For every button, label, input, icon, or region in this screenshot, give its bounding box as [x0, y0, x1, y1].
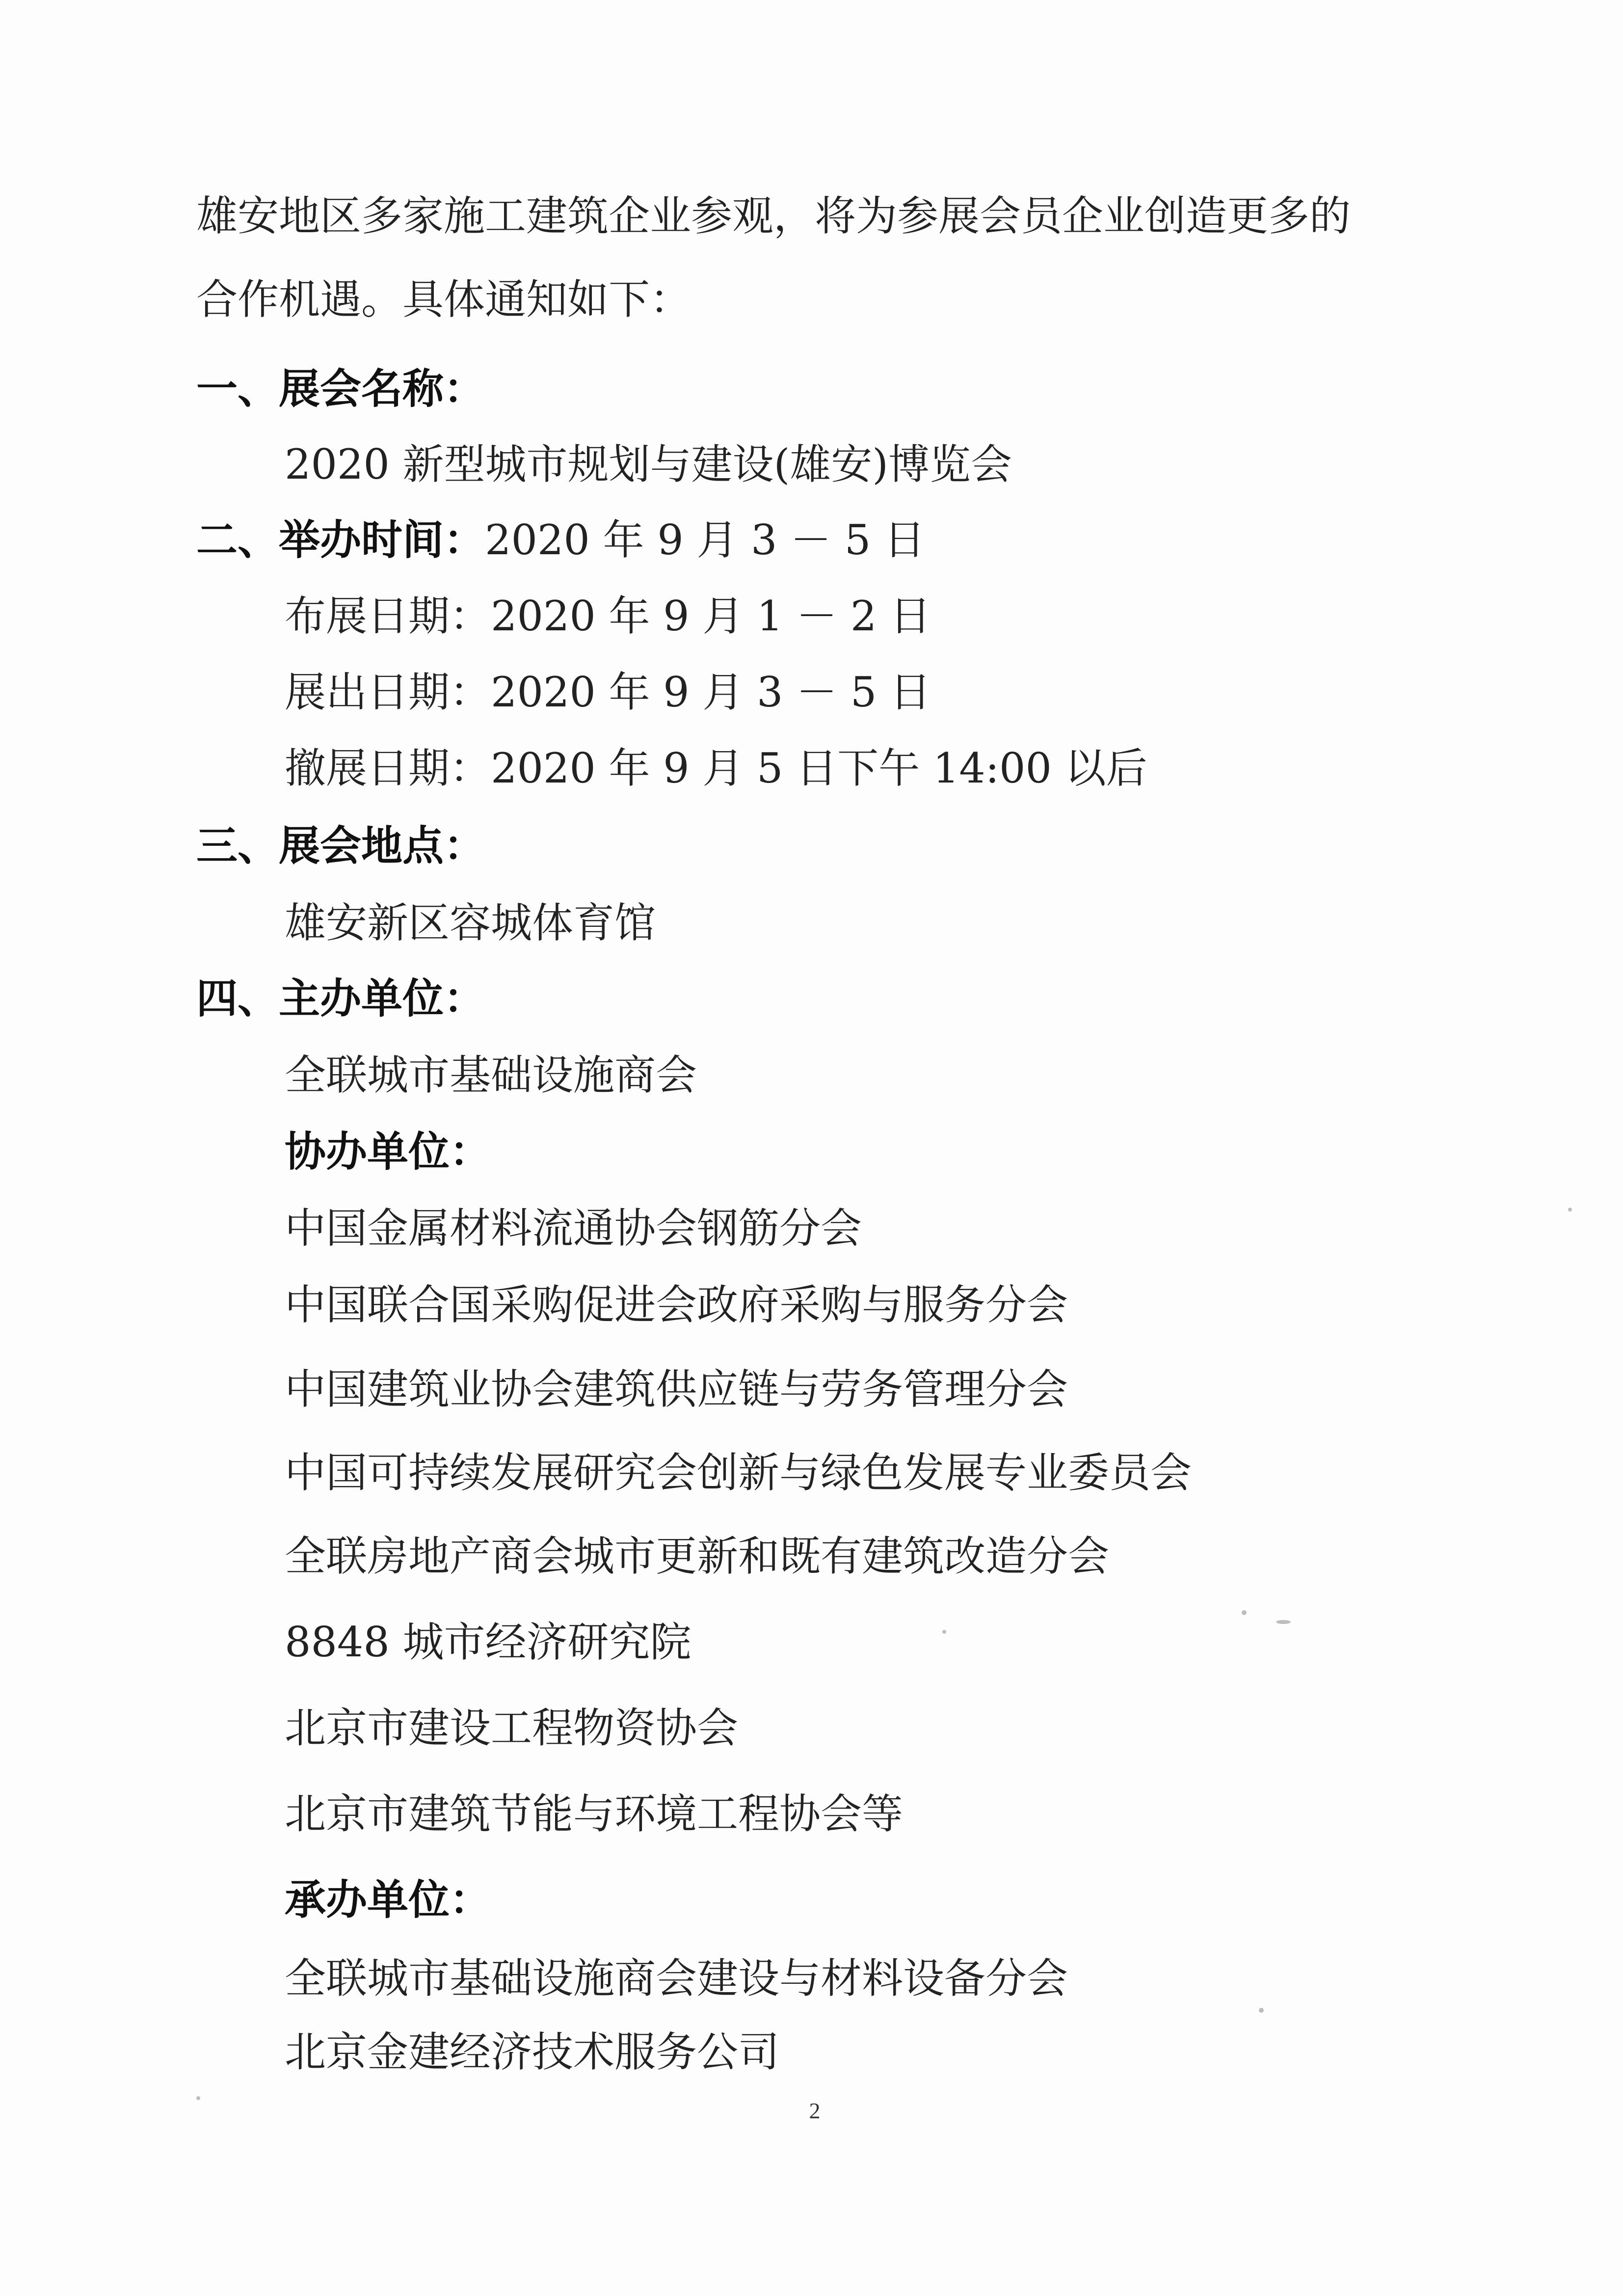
scan-speck	[1568, 1208, 1572, 1212]
section-4-heading: 四、主办单位：	[196, 974, 485, 1023]
co-organizer-item: 8848 城市经济研究院	[285, 1618, 692, 1666]
organizer-item: 北京金建经济技术服务公司	[285, 2028, 780, 2076]
section-1-heading: 一、展会名称：	[196, 365, 485, 413]
co-organizer-item: 北京市建设工程物资协会	[285, 1704, 739, 1752]
scan-speck	[1259, 2008, 1264, 2013]
organizer-item: 全联城市基础设施商会建设与材料设备分会	[285, 1954, 1068, 2002]
scan-speck	[942, 1630, 946, 1634]
organizers-heading: 承办单位：	[285, 1876, 491, 1924]
scan-speck	[1242, 1610, 1247, 1615]
co-organizer-item: 中国联合国采购促进会政府采购与服务分会	[285, 1281, 1068, 1329]
co-organizers-heading: 协办单位：	[285, 1128, 491, 1176]
venue: 雄安新区容城体育馆	[285, 899, 656, 947]
scan-speck	[1276, 1620, 1291, 1624]
section-2-row	[196, 515, 925, 565]
exhibition-name: 2020 新型城市规划与建设(雄安)博览会	[285, 440, 1012, 488]
intro-line-1: 雄安地区多家施工建筑企业参观，将为参展会员企业创造更多的	[196, 192, 1351, 240]
teardown-dates: 撤展日期：2020 年 9 月 5 日下午 14:00 以后	[285, 744, 1147, 792]
page-number: 2	[809, 2098, 821, 2123]
section-2-heading: 二、举办时间：	[196, 516, 485, 564]
intro-line-2: 合作机遇。具体通知如下：	[196, 275, 692, 324]
section-3-heading: 三、展会地点：	[196, 822, 485, 870]
setup-dates: 布展日期：2020 年 9 月 1 － 2 日	[285, 592, 931, 640]
exhibition-dates: 展出日期：2020 年 9 月 3 － 5 日	[285, 668, 931, 716]
host-organization: 全联城市基础设施商会	[285, 1051, 697, 1099]
co-organizer-item: 北京市建筑节能与环境工程协会等	[285, 1790, 904, 1838]
co-organizer-item: 中国建筑业协会建筑供应链与劳务管理分会	[285, 1365, 1068, 1413]
event-dates: 2020 年 9 月 3 － 5 日	[485, 516, 926, 564]
scan-speck	[196, 2096, 200, 2100]
co-organizer-item: 全联房地产商会城市更新和既有建筑改造分会	[285, 1532, 1110, 1580]
co-organizer-item: 中国可持续发展研究会创新与绿色发展专业委员会	[285, 1449, 1192, 1497]
co-organizer-item: 中国金属材料流通协会钢筋分会	[285, 1204, 862, 1252]
